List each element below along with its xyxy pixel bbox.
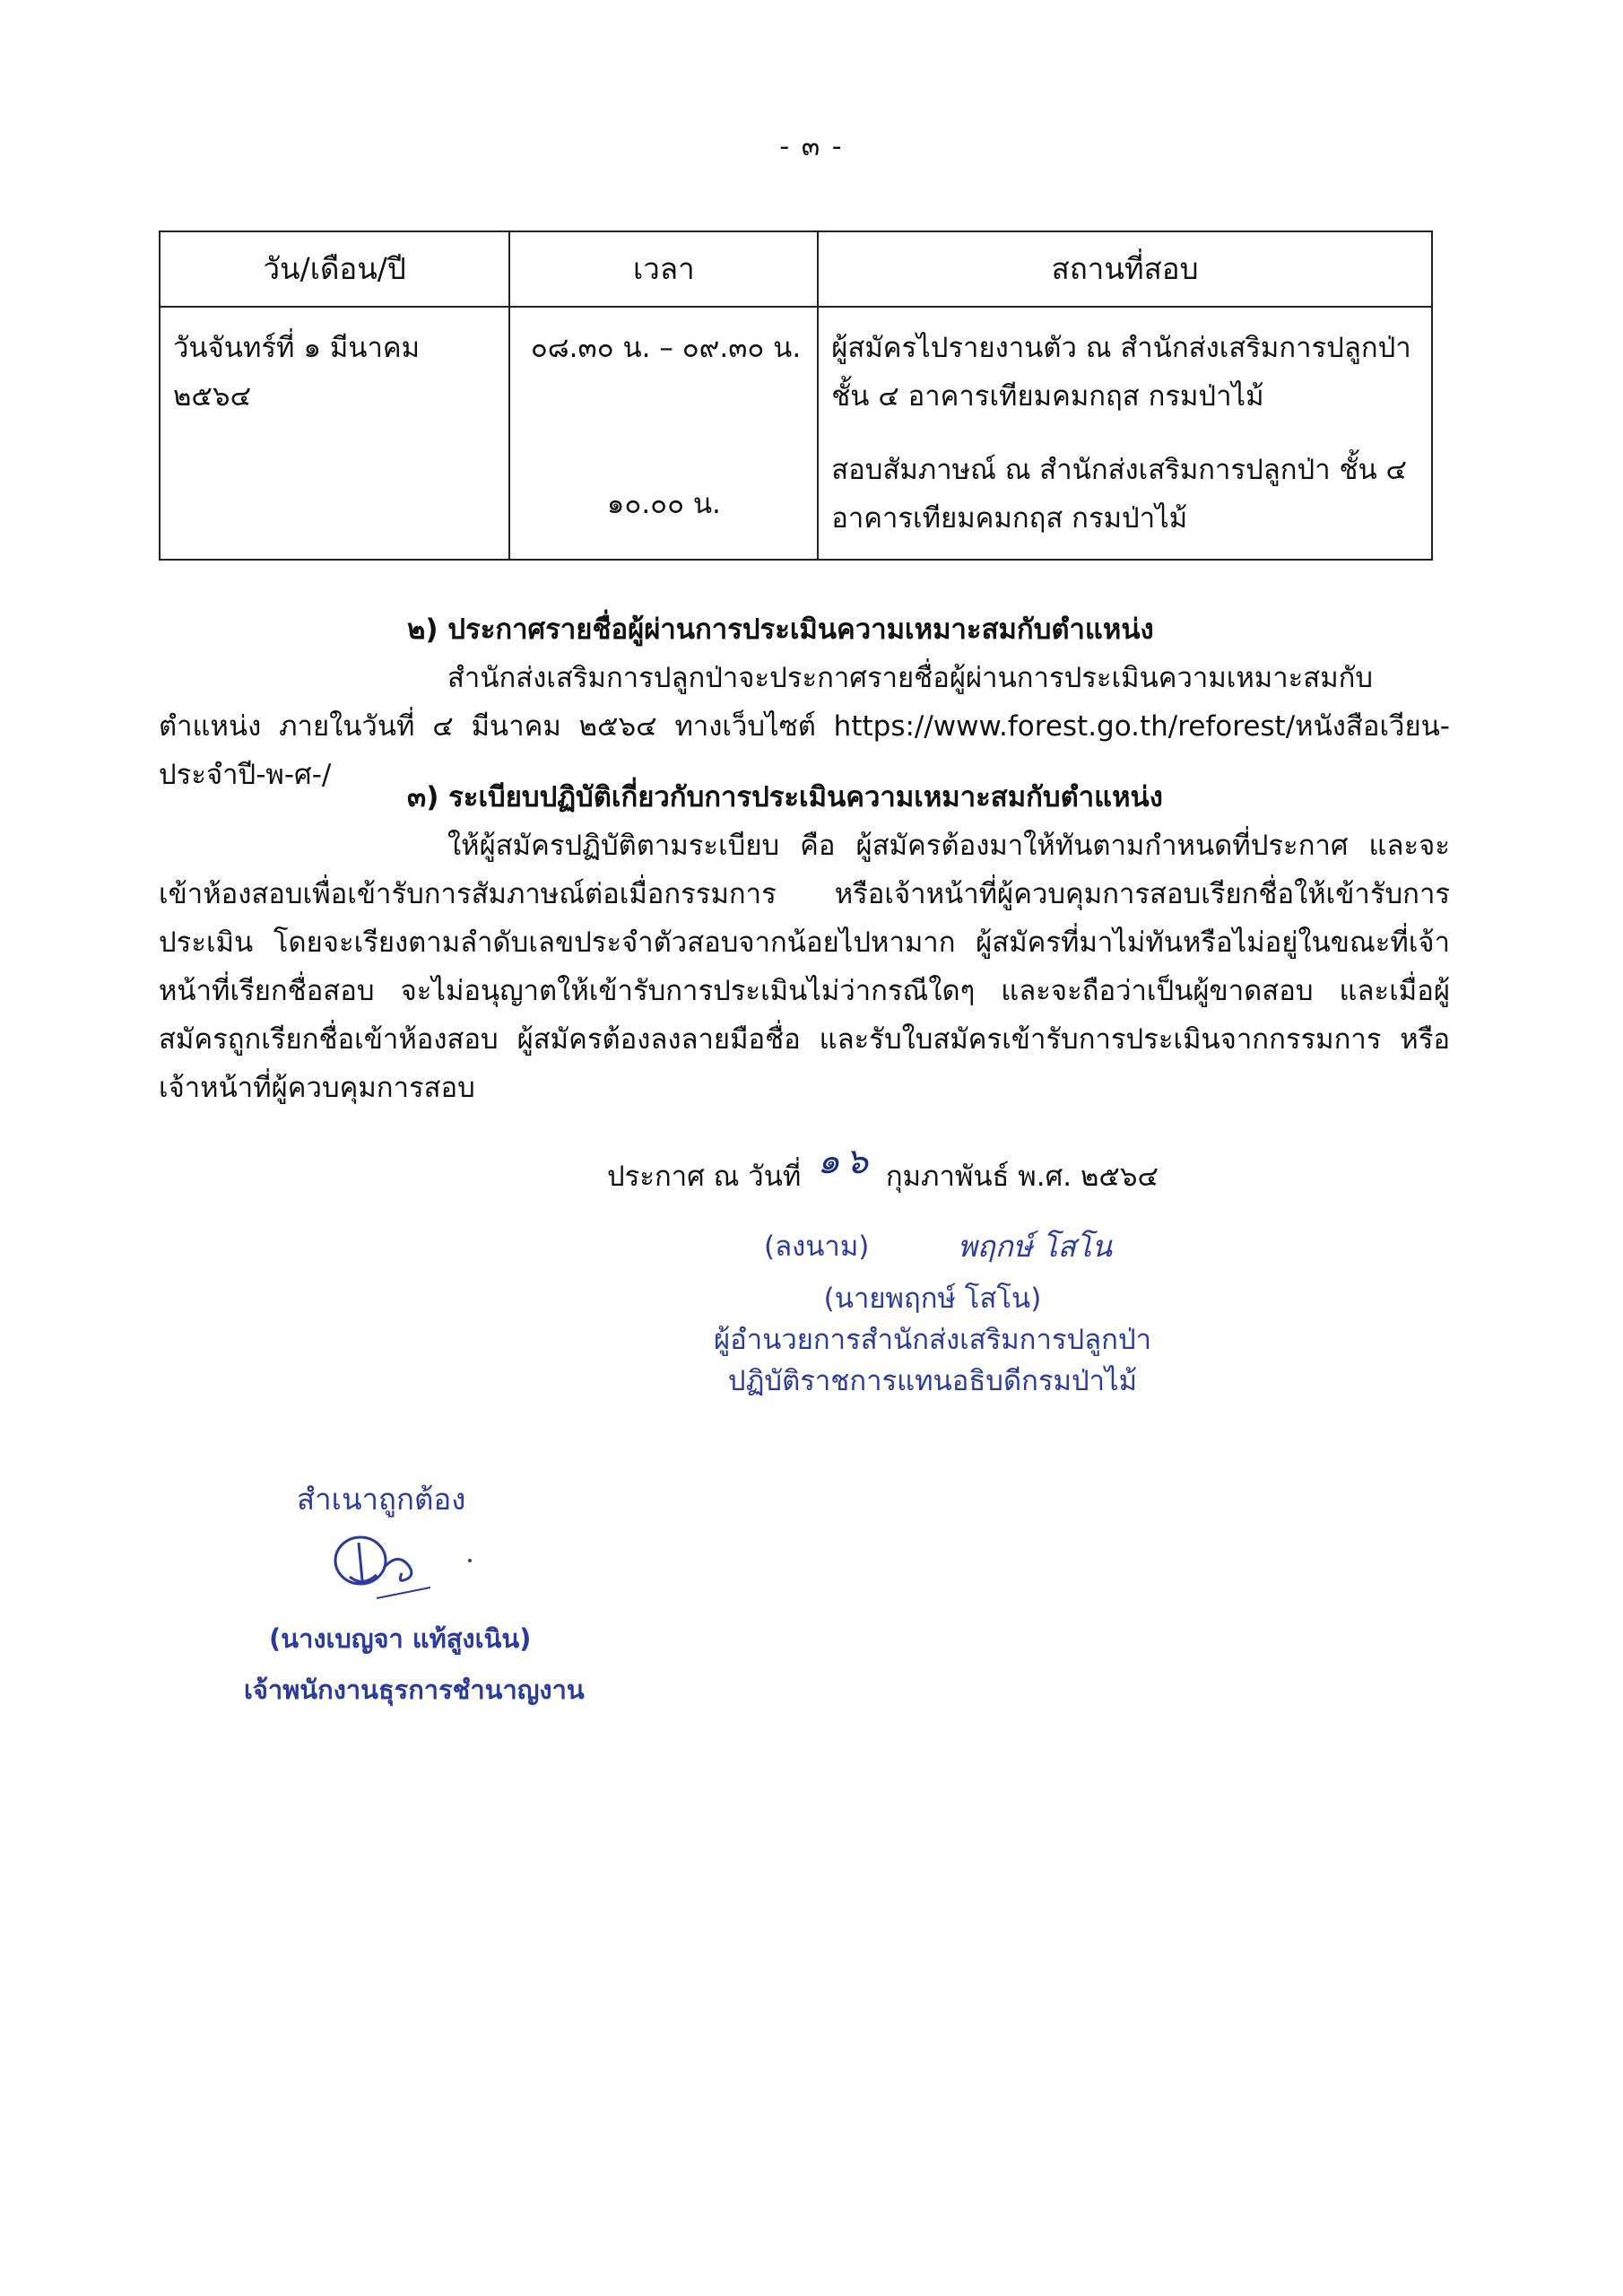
- header-time: เวลา: [509, 231, 818, 307]
- header-date: วัน/เดือน/ปี: [160, 231, 509, 307]
- section2-heading: ๒) ประกาศรายชื่อผู้ผ่านการประเมินความเหมาะสมกับตำแหน่ง: [407, 613, 1154, 646]
- slot-place-2-cell: [818, 421, 1432, 560]
- announcement-prefix: ประกาศ ณ วันที่: [607, 1161, 802, 1193]
- signer-block: [681, 1278, 1184, 1402]
- slot-time-2: ๑๐.๐๐ น.: [606, 488, 721, 520]
- handwritten-signature: [323, 1525, 484, 1605]
- announcement-day-handwritten: ๑๖: [817, 1141, 873, 1182]
- signed-name: พฤกษ์ โสโน: [958, 1229, 1113, 1264]
- signer-position-line2: ปฏิบัติราชการแทนอธิบดีกรมป่าไม้: [727, 1365, 1138, 1397]
- announcement-date-line: [607, 1141, 1159, 1201]
- slot-place-2: สอบสัมภาษณ์ ณ สำนักส่งเสริมการปลูกป่า ชั้น ๔ อาคารเทียมคมกฤส กรมป่าไม้: [831, 454, 1408, 535]
- certifier-position: เจ้าพนักงานธุรการชำนาญงาน: [244, 1674, 585, 1705]
- certifier-name: (นางเบญจา แท้สูงเนิน): [269, 1623, 532, 1654]
- section-results-announcement: [159, 605, 1450, 799]
- signature-label: (ลงนาม): [764, 1231, 870, 1263]
- slot-time-2-cell: [509, 421, 818, 560]
- table-header-row: [160, 231, 1432, 307]
- certified-copy-title: สำเนาถูกต้อง: [297, 1482, 466, 1517]
- section2-body: สำนักส่งเสริมการปลูกป่าจะประกาศรายชื่อผู้ผ่านการประเมินความเหมาะสมกับตำแหน่ง ภายในวันที่ ๔ มีนาคม ๒๕๖๔ ทางเว็บไซต์ https://www.forest.go.th/reforest/หนังสือเวียน-ประจำปี-พ-ศ-/: [159, 662, 1450, 791]
- header-place: สถานที่สอบ: [818, 231, 1432, 307]
- table-row: [160, 307, 1432, 421]
- page-number: - ๓ -: [779, 131, 844, 162]
- slot-time-1: ๐๘.๓๐ น. – ๐๙.๓๐ น.: [530, 332, 802, 364]
- slot-time-1-cell: [509, 307, 818, 421]
- section-exam-rules: [159, 773, 1450, 1112]
- signer-position-line1: ผู้อำนวยการสำนักส่งเสริมการปลูกป่า: [713, 1324, 1152, 1356]
- section3-heading: ๓) ระเบียบปฏิบัติเกี่ยวกับการประเมินความเหมาะสมกับตำแหน่ง: [407, 781, 1163, 813]
- exam-date: วันจันทร์ที่ ๑ มีนาคม ๒๕๖๔: [160, 307, 509, 560]
- exam-schedule-table: [159, 230, 1433, 561]
- announcement-suffix: กุมภาพันธ์ พ.ศ. ๒๕๖๔: [885, 1161, 1159, 1193]
- section3-body: ให้ผู้สมัครปฏิบัติตามระเบียบ คือ ผู้สมัครต้องมาให้ทันตามกำหนดที่ประกาศ และจะเข้าห้องสอบเพื่อเข้ารับการสัมภาษณ์ต่อเมื่อกรรมการ หรือเจ้าหน้าที่ผู้ควบคุมการสอบเรียกชื่อให้เข้ารับการประเมิน โดยจะเรียงตามลำดับเลขประจำตัวสอบจากน้อยไปหามาก ผู้สมัครที่มาไม่ทันหรือไม่อยู่ในขณะที่เจ้าหน้าที่เรียกชื่อสอบ จะไม่อนุญาตให้เข้ารับการประเมินไม่ว่ากรณีใดๆ และจะถือว่าเป็นผู้ขาดสอบ และเมื่อผู้สมัครถูกเรียกชื่อเข้าห้องสอบ ผู้สมัครต้องลงลายมือชื่อ และรับใบสมัครเข้ารับการประเมินจากกรรมการ หรือเจ้าหน้าที่ผู้ควบคุมการสอบ: [159, 830, 1450, 1104]
- signer-printed-name: (นายพฤกษ์ โสโน): [823, 1283, 1042, 1315]
- slot-place-1-cell: [818, 307, 1432, 421]
- slot-place-1: ผู้สมัครไปรายงานตัว ณ สำนักส่งเสริมการปลูกป่า ชั้น ๔ อาคารเทียมคมกฤส กรมป่าไม้: [831, 332, 1411, 413]
